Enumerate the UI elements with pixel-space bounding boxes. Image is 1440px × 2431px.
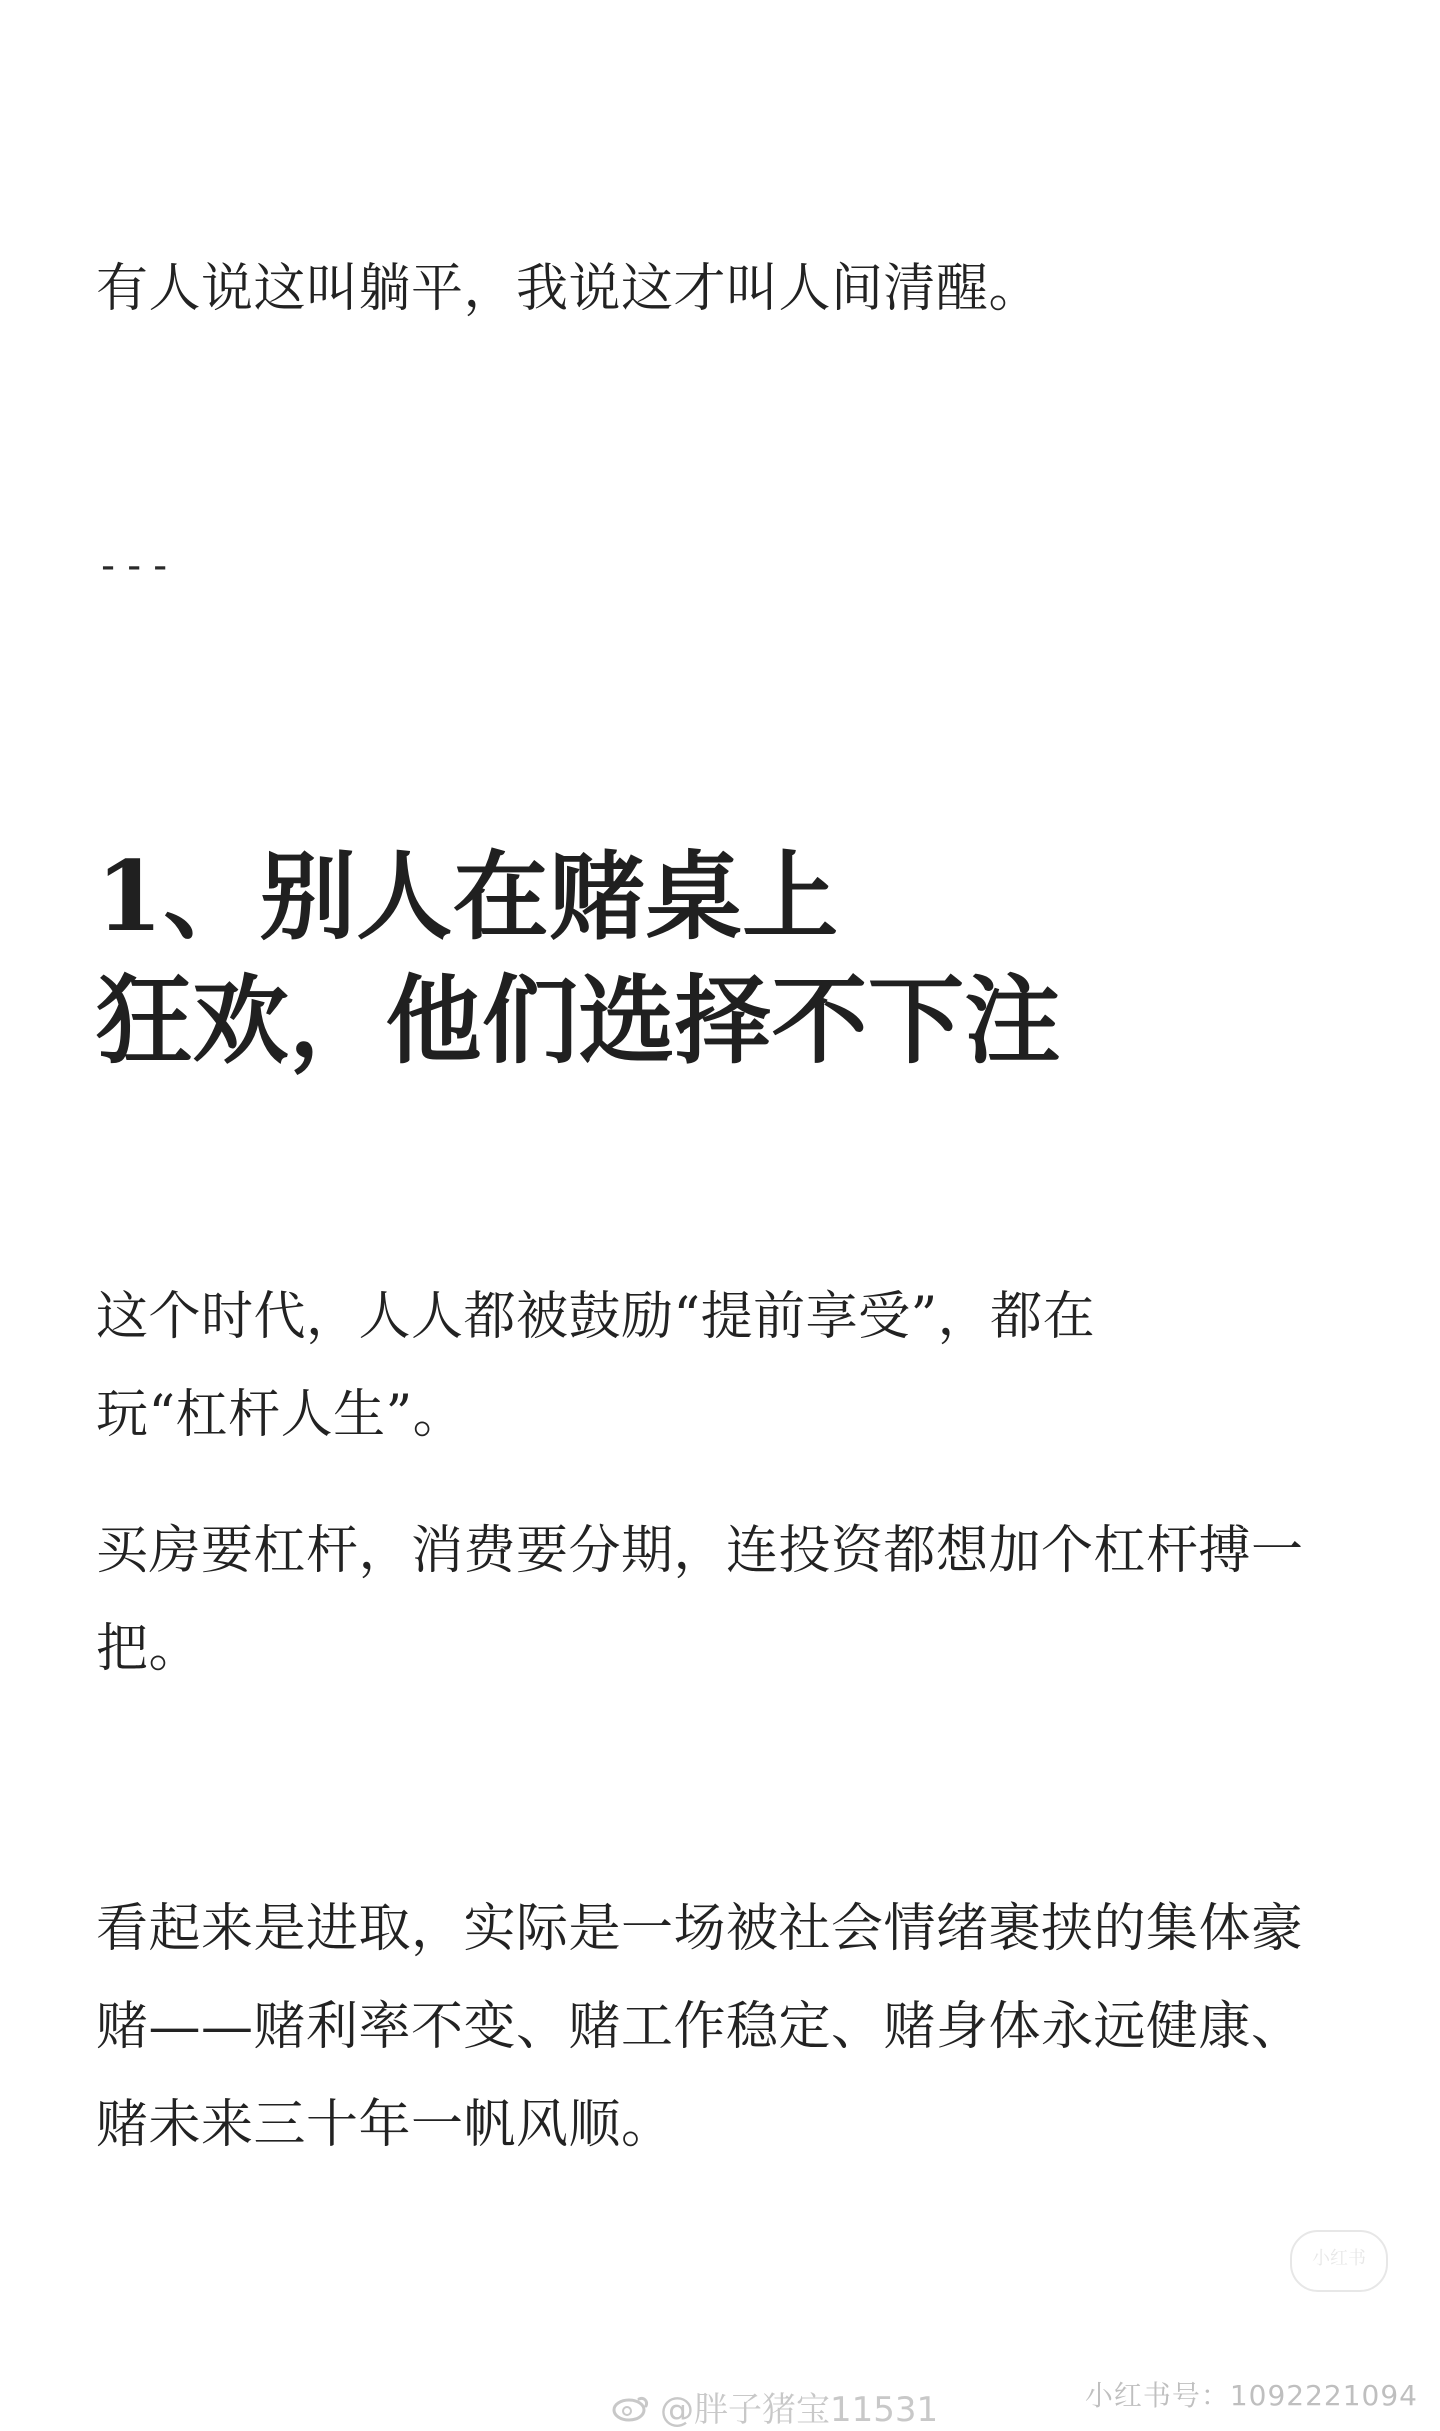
section-divider: --- [96,543,175,589]
xiaohongshu-id-watermark: 小红书号：1092221094 [1084,2379,1418,2412]
heading-line-2: 狂欢，他们选择不下注 [96,964,1061,1077]
intro-paragraph: 有人说这叫躺平，我说这才叫人间清醒。 [96,259,1042,319]
weibo-watermark [610,2382,938,2431]
heading-line-1: 1、别人在赌桌上 [96,840,839,953]
weibo-handle: @胖子猪宝11531 [660,2390,939,2430]
body-paragraph-3: 看起来是进取，实际是一场被社会情绪裹挟的集体豪赌——赌利率不变、赌工作稳定、赌身体永远健康、赌未来三十年一帆风顺。 [96,1899,1304,2155]
body-paragraph-1: 这个时代，人人都被鼓励“提前享受”，都在玩“杠杆人生”。 [96,1287,1096,1445]
section-heading [96,835,1344,1083]
xiaohongshu-stamp: 小红书 [1290,2230,1388,2292]
weibo-icon [610,2391,652,2423]
body-paragraph-2: 买房要杠杆，消费要分期，连投资都想加个杠杆搏一把。 [96,1521,1304,1679]
